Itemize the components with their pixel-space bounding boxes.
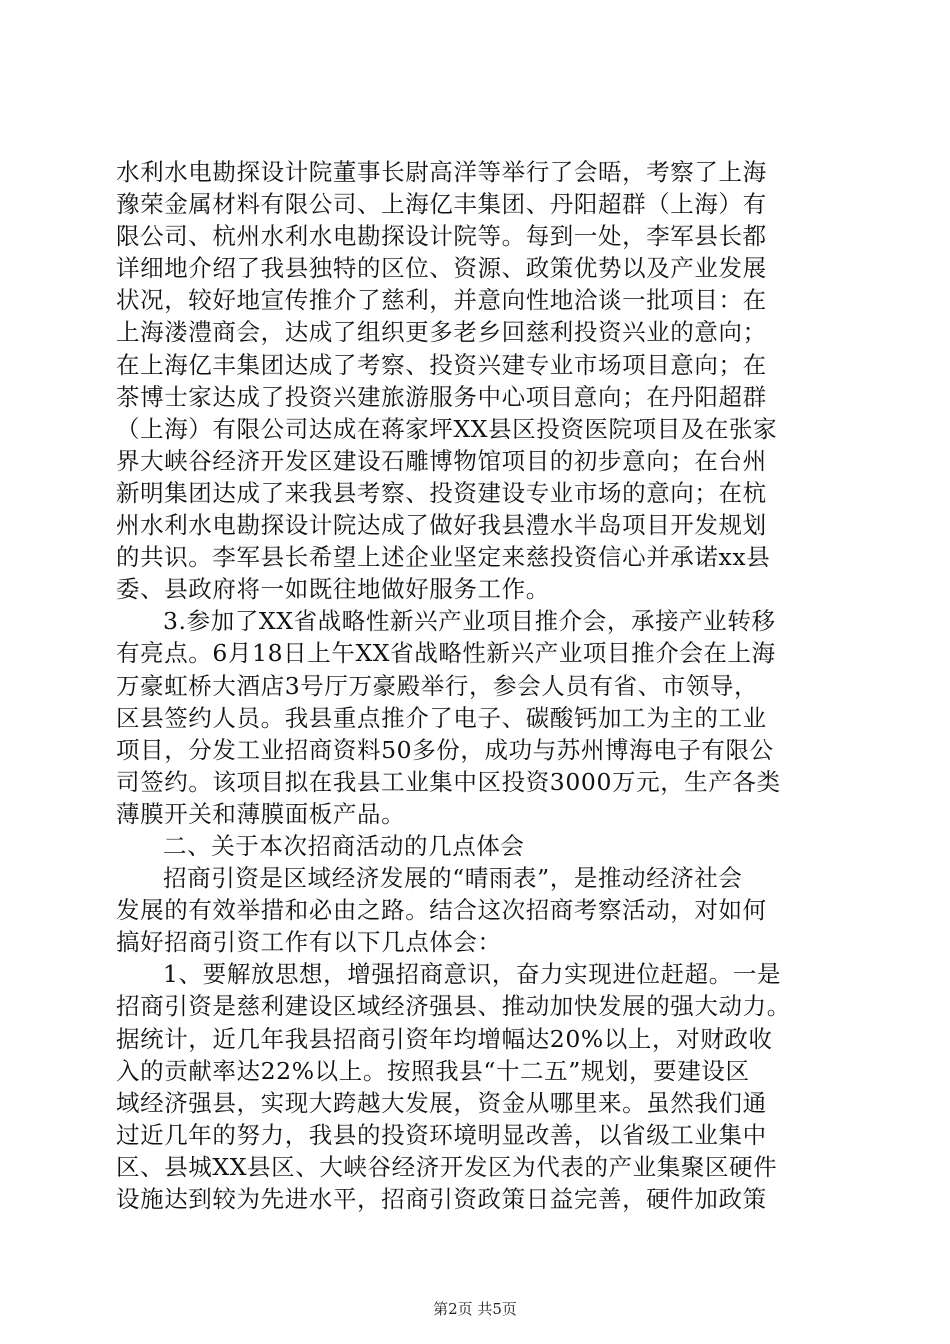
text-line: 的共识。李军县长希望上述企业坚定来慈投资信心并承诺xx县 [116, 543, 771, 572]
paragraph-start-line: 招商引资是区域经济发展的“晴雨表”，是推动经济社会 [163, 864, 743, 893]
text-line: 域经济强县，实现大跨越大发展，资金从哪里来。虽然我们通 [116, 1088, 767, 1117]
text-line: 万豪虹桥大酒店3号厅万豪殿举行，参会人员有省、市领导， [116, 671, 759, 700]
text-line: 区、县城XX县区、大峡谷经济开发区为代表的产业集聚区硬件 [116, 1152, 778, 1181]
text-line: 状况，较好地宣传推介了慈利，并意向性地洽谈一批项目：在 [116, 286, 767, 315]
text-line: 招商引资是慈利建设区域经济强县、推动加快发展的强大动力。 [116, 992, 791, 1021]
body-text [116, 156, 836, 1215]
text-line: 薄膜开关和薄膜面板产品。 [116, 799, 406, 828]
text-line: （上海）有限公司达成在蒋家坪XX县区投资医院项目及在张家 [116, 414, 778, 443]
text-line: 设施达到较为先进水平，招商引资政策日益完善，硬件加政策 [116, 1185, 767, 1213]
text-line: 过近几年的努力，我县的投资环境明显改善，以省级工业集中 [116, 1120, 767, 1149]
text-line: 项目，分发工业招商资料50多份，成功与苏州博海电子有限公 [116, 735, 774, 764]
text-line: 据统计，近几年我县招商引资年均增幅达20%以上，对财政收 [116, 1024, 773, 1053]
text-line: 限公司、杭州水利水电勘探设计院等。每到一处，李军县长都 [116, 222, 767, 251]
text-line: 发展的有效举措和必由之路。结合这次招商考察活动，对如何 [116, 896, 767, 925]
text-line: 上海溇澧商会，达成了组织更多老乡回慈利投资兴业的意向； [116, 318, 767, 347]
section-heading: 二、关于本次招商活动的几点体会 [163, 831, 525, 860]
text-line: 委、县政府将一如既往地做好服务工作。 [116, 575, 550, 604]
text-line: 在上海亿丰集团达成了考察、投资兴建专业市场项目意向；在 [116, 350, 767, 379]
page-footer [0, 1298, 950, 1319]
text-line: 有亮点。6月18日上午XX省战略性新兴产业项目推介会在上海 [116, 639, 776, 668]
text-line: 豫荣金属材料有限公司、上海亿丰集团、丹阳超群（上海）有 [116, 190, 767, 219]
page-number-label: 第2页 共5页 [433, 1300, 517, 1318]
paragraph-start-line: 3.参加了XX省战略性新兴产业项目推介会，承接产业转移 [163, 607, 776, 636]
text-line: 入的贡献率达22%以上。按照我县“十二五”规划，要建设区 [116, 1056, 750, 1085]
text-line: 新明集团达成了来我县考察、投资建设专业市场的意向；在杭 [116, 478, 767, 507]
text-line: 水利水电勘探设计院董事长尉高洋等举行了会晤，考察了上海 [116, 158, 767, 186]
text-line: 司签约。该项目拟在我县工业集中区投资3000万元，生产各类 [116, 767, 781, 796]
text-line: 州水利水电勘探设计院达成了做好我县澧水半岛项目开发规划 [116, 511, 767, 540]
text-line: 搞好招商引资工作有以下几点体会： [116, 928, 502, 957]
paragraph-start-line: 1、要解放思想，增强招商意识，奋力实现进位赶超。一是 [163, 960, 782, 989]
text-line: 界大峡谷经济开发区建设石雕博物馆项目的初步意向；在台州 [116, 446, 767, 475]
text-line: 区县签约人员。我县重点推介了电子、碳酸钙加工为主的工业 [116, 703, 767, 732]
text-line: 详细地介绍了我县独特的区位、资源、政策优势以及产业发展 [116, 254, 767, 283]
text-line: 茶博士家达成了投资兴建旅游服务中心项目意向；在丹阳超群 [116, 382, 767, 411]
